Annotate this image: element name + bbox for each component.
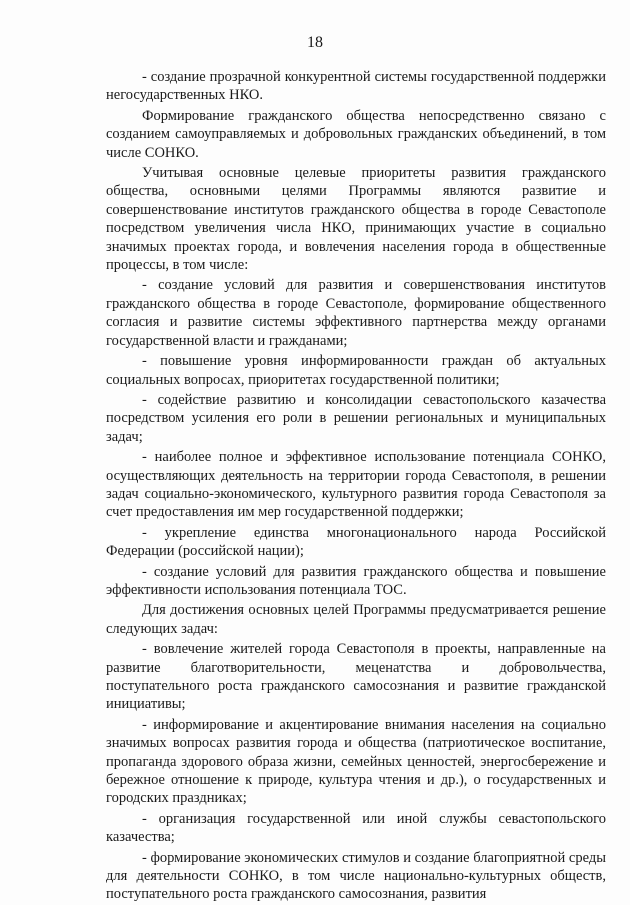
paragraph-8: - укрепление единства многонационального народа Российской Федерации (российской нации); — [106, 524, 606, 560]
paragraph-2: Формирование гражданского общества непосредственно связано с созданием самоуправляемых и добровольных гражданских объединений, в том числе СОНКО. — [106, 107, 606, 161]
paragraph-10: Для достижения основных целей Программы предусматривается решение следующих задач: — [106, 602, 606, 637]
paragraph-11: - вовлечение жителей города Севастополя в проекты, направленные на развитие благотворительности, меценатства и добровольчества, поступательного роста гражданского самосознания и развитие гражданской инициативы; — [106, 641, 606, 713]
paragraph-7: - наиболее полное и эффективное использование потенциала СОНКО, осуществляющих деятельность на территории города Севастополя, в решении задач социально-экономического, культурного развития города Севастополя за счет предоставления им мер государственной поддержки; — [106, 449, 606, 521]
paragraph-6: - содействие развитию и консолидации севастопольского казачества посредством усиления его роли в решении региональных и муниципальных задач; — [106, 391, 606, 445]
paragraph-12: - информирование и акцентирование внимания населения на социально значимых вопросах развития города и общества (патриотическое воспитание, пропаганда здорового образа жизни, семейных ценностей, энергосбережение и бережное отношение к природе, культура чтения и др.), о государственных и городских праздниках; — [106, 716, 606, 807]
paragraph-4: - создание условий для развития и совершенствования институтов гражданского общества в городе Севастополе, формирование общественного согласия и развитие системы эффективного партнерства между органами государственной власти и гражданами; — [106, 277, 606, 349]
page-body — [106, 68, 606, 904]
paragraph-14: - формирование экономических стимулов и создание благоприятной среды для деятельности СОНКО, в том числе национально-культурных обществ, поступательного роста гражданского самосознания, развития — [106, 849, 606, 903]
paragraph-1: - создание прозрачной конкурентной системы государственной поддержки негосударственных НКО. — [106, 69, 606, 104]
paragraph-9: - создание условий для развития гражданского общества и повышение эффективности использования потенциала ТОС. — [106, 563, 606, 598]
paragraph-3: Учитывая основные целевые приоритеты развития гражданского общества, основными целями Программы являются развитие и совершенствование институтов гражданского общества в городе Севастополе посредством увеличения числа НКО, принимающих участие в социально значимых проектах города, и вовлечения населения города в общественные процессы, в том числе: — [106, 165, 606, 274]
paragraph-5: - повышение уровня информированности граждан об актуальных социальных вопросах, приоритетах государственной политики; — [106, 353, 606, 388]
paragraph-13: - организация государственной или иной службы севастопольского казачества; — [106, 810, 606, 846]
page-number: 18 — [307, 34, 323, 51]
